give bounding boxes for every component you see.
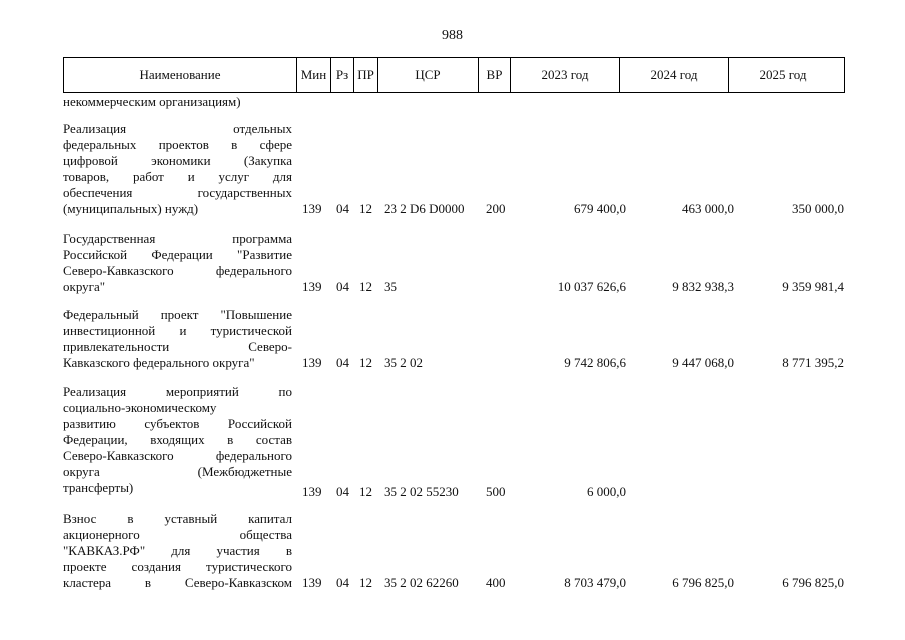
header-vr: ВР xyxy=(479,58,511,92)
cell-2023: 8 703 479,0 xyxy=(564,575,626,590)
header-rz: Рз xyxy=(331,58,354,92)
table-row xyxy=(63,121,845,223)
cell-min: 139 xyxy=(302,575,322,590)
row-name-line: Реализация отдельных xyxy=(63,121,292,136)
row-name-line: Взнос в уставный капитал xyxy=(63,511,292,526)
table-row xyxy=(63,384,845,502)
cell-csr: 35 2 02 55230 xyxy=(384,484,459,499)
row-name-line: проекте создания туристического xyxy=(63,559,292,574)
row-codes xyxy=(63,355,845,371)
row-name-line: цифровой экономики (Закупка xyxy=(63,153,292,168)
row-name-line: развитию субъектов Российской xyxy=(63,416,292,431)
cell-min: 139 xyxy=(302,279,322,294)
header-2025: 2025 год xyxy=(759,67,807,82)
cell-2025: 6 796 825,0 xyxy=(782,575,844,590)
cell-min: 139 xyxy=(302,201,322,216)
row-name-line: акционерного общества xyxy=(63,527,292,542)
cell-pr: 12 xyxy=(359,575,372,590)
row-name-line: федеральных проектов в сфере xyxy=(63,137,292,152)
cell-rz: 04 xyxy=(336,201,349,216)
cell-csr: 35 xyxy=(384,279,397,294)
cell-pr: 12 xyxy=(359,484,372,499)
row-codes xyxy=(63,575,845,591)
row-name-line: трансферты) xyxy=(63,480,134,495)
cell-2024: 463 000,0 xyxy=(682,201,734,216)
cell-2023: 10 037 626,6 xyxy=(557,279,626,294)
row-name-line: Кавказского федерального округа" xyxy=(63,355,255,370)
cell-csr: 35 2 02 xyxy=(384,355,423,370)
row-name-line: Федерации, входящих в состав xyxy=(63,432,292,447)
cell-vr: 400 xyxy=(486,575,506,590)
row-name-line: кластера в Северо-Кавказском xyxy=(63,575,292,590)
cell-2023: 679 400,0 xyxy=(574,201,626,216)
cell-rz: 04 xyxy=(336,355,349,370)
row-name-line: (муниципальных) нужд) xyxy=(63,201,199,216)
table-row xyxy=(63,511,845,597)
cell-pr: 12 xyxy=(359,201,372,216)
row-name-line: Государственная программа xyxy=(63,231,292,246)
row-codes xyxy=(63,279,845,295)
cell-2025: 9 359 981,4 xyxy=(782,279,844,294)
row-name-line: обеспечения государственных xyxy=(63,185,292,200)
page-number: 988 xyxy=(442,28,463,43)
cell-pr: 12 xyxy=(359,279,372,294)
cell-vr: 200 xyxy=(486,201,506,216)
row-name-line: округа (Межбюджетные xyxy=(63,464,292,479)
row-name-line: Российской Федерации "Развитие xyxy=(63,247,292,262)
cell-2025: 8 771 395,2 xyxy=(782,355,844,370)
cell-rz: 04 xyxy=(336,575,349,590)
row-name-line: Северо-Кавказского федерального xyxy=(63,263,292,278)
header-csr: ЦСР xyxy=(378,58,479,92)
row-name-line: округа" xyxy=(63,279,106,294)
header-pr: ПР xyxy=(354,58,378,92)
row-codes xyxy=(63,484,845,500)
header-min: Мин xyxy=(297,58,331,92)
table-row xyxy=(63,231,845,299)
cell-rz: 04 xyxy=(336,279,349,294)
continuation-text: некоммерческим организациям) xyxy=(63,94,241,109)
cell-csr: 23 2 D6 D0000 xyxy=(384,201,465,216)
cell-vr: 500 xyxy=(486,484,506,499)
table-row xyxy=(63,307,845,375)
row-name-line: Федеральный проект "Повышение xyxy=(63,307,292,322)
cell-2024: 9 447 068,0 xyxy=(672,355,734,370)
row-name-line: привлекательности Северо- xyxy=(63,339,292,354)
row-name-line: инвестиционной и туристической xyxy=(63,323,292,338)
cell-2024: 9 832 938,3 xyxy=(672,279,734,294)
cell-pr: 12 xyxy=(359,355,372,370)
cell-2023: 6 000,0 xyxy=(587,484,626,499)
cell-min: 139 xyxy=(302,355,322,370)
row-name-line: Реализация мероприятий по xyxy=(63,384,292,399)
cell-2025: 350 000,0 xyxy=(792,201,844,216)
header-name: Наименование xyxy=(64,58,297,92)
row-name-line: "КАВКАЗ.РФ" для участия в xyxy=(63,543,292,558)
row-codes xyxy=(63,201,845,217)
header-2024: 2024 год xyxy=(620,58,729,92)
row-name xyxy=(63,384,292,496)
row-name-line: социально-экономическому xyxy=(63,400,217,415)
cell-rz: 04 xyxy=(336,484,349,499)
row-name-line: Северо-Кавказского федерального xyxy=(63,448,292,463)
table-header xyxy=(63,57,845,93)
row-name-line: товаров, работ и услуг для xyxy=(63,169,292,184)
cell-csr: 35 2 02 62260 xyxy=(384,575,459,590)
cell-2024: 6 796 825,0 xyxy=(672,575,734,590)
header-2023: 2023 год xyxy=(511,58,620,92)
cell-min: 139 xyxy=(302,484,322,499)
cell-2023: 9 742 806,6 xyxy=(564,355,626,370)
